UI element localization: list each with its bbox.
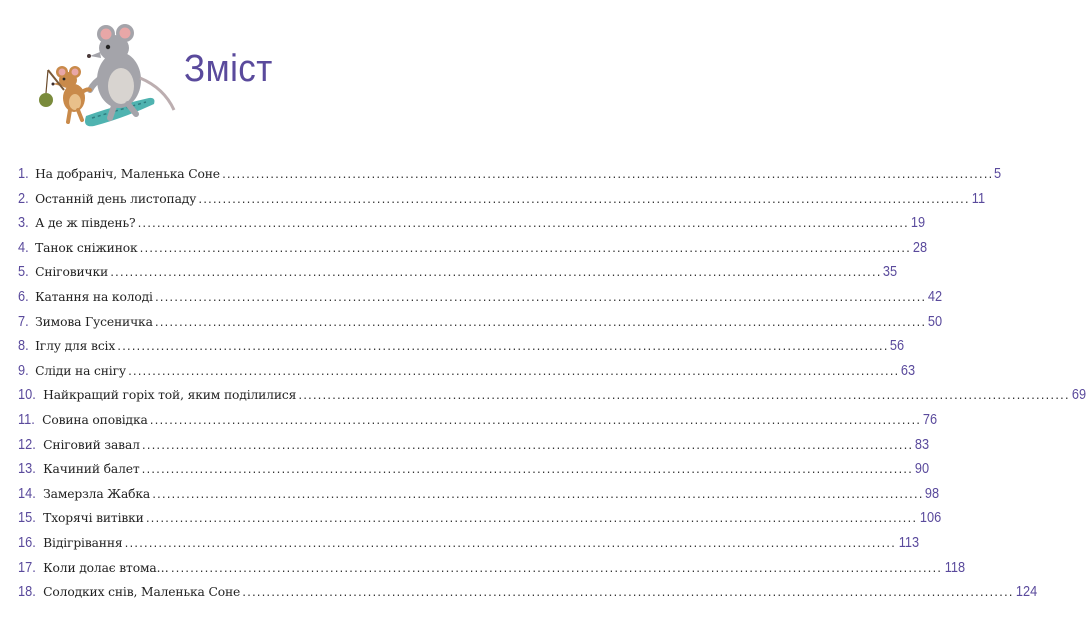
toc-entry[interactable] bbox=[18, 436, 930, 462]
toc-entry[interactable] bbox=[18, 166, 1002, 191]
toc-entry-number: 10. bbox=[18, 387, 36, 404]
toc-dot-leader: ................................................................................................................................................................ bbox=[140, 465, 912, 477]
toc-dot-leader: ................................................................................................................................................................ bbox=[123, 538, 895, 550]
toc-dot-leader: ................................................................................................................................................................ bbox=[140, 440, 913, 452]
toc-entry-page-number: 42 bbox=[928, 288, 943, 305]
toc-entry-page-number: 5 bbox=[994, 166, 1002, 182]
toc-entry-number: 14. bbox=[18, 485, 36, 502]
toc-entry-number: 8. bbox=[18, 338, 29, 355]
toc-entry[interactable] bbox=[18, 215, 925, 240]
toc-entry-number: 1. bbox=[18, 166, 29, 182]
toc-entry[interactable] bbox=[18, 387, 1086, 412]
toc-entry-page-number: 90 bbox=[914, 461, 929, 478]
toc-entry-title: Останній день листопаду bbox=[35, 191, 197, 206]
toc-entry-title: На добраніч, Маленька Соне bbox=[35, 167, 220, 181]
toc-entry-number: 5. bbox=[18, 264, 29, 281]
toc-entry-number: 16. bbox=[18, 534, 36, 551]
page-title: Зміст bbox=[184, 48, 273, 90]
toc-entry[interactable] bbox=[18, 338, 905, 363]
toc-entry-page-number: 76 bbox=[922, 411, 938, 428]
toc-entry-page-number: 113 bbox=[898, 534, 919, 551]
toc-entry-title: Відігрівання bbox=[43, 535, 123, 550]
toc-entry-page-number: 98 bbox=[925, 485, 940, 502]
toc-entry-title: Солодких снів, Маленька Соне bbox=[43, 585, 241, 600]
toc-entry-title: Сніговички bbox=[35, 265, 109, 280]
toc-entry-page-number: 124 bbox=[1016, 584, 1038, 601]
toc-entry[interactable] bbox=[18, 313, 943, 339]
toc-dot-leader: ................................................................................................................................................................ bbox=[153, 292, 926, 304]
toc-entry-number: 2. bbox=[18, 190, 29, 207]
toc-entry-page-number: 11 bbox=[971, 190, 985, 207]
toc-entry-number: 15. bbox=[18, 510, 36, 527]
toc-entry-page-number: 19 bbox=[910, 215, 925, 232]
toc-entry-title: Сніговий завал bbox=[43, 437, 140, 452]
toc-entry-page-number: 83 bbox=[915, 436, 930, 453]
toc-entry-number: 7. bbox=[18, 313, 29, 330]
toc-entry-page-number: 56 bbox=[890, 338, 905, 355]
toc-dot-leader: ................................................................................................................................................................ bbox=[116, 342, 888, 354]
toc-entry-number: 18. bbox=[18, 584, 36, 601]
toc-dot-leader: ................................................................................................................................................................ bbox=[138, 243, 910, 255]
toc-entry-number: 11. bbox=[18, 411, 35, 428]
toc-entry[interactable] bbox=[18, 264, 898, 289]
toc-entry-number: 13. bbox=[18, 461, 36, 478]
toc-dot-leader: ................................................................................................................................................................ bbox=[153, 317, 926, 329]
toc-entry-number: 17. bbox=[18, 559, 36, 576]
toc-dot-leader: ................................................................................................................................................................ bbox=[126, 366, 899, 378]
toc-entry-title: Сліди на снігу bbox=[35, 363, 126, 378]
toc-entry[interactable] bbox=[18, 288, 943, 314]
toc-entry-page-number: 50 bbox=[927, 313, 943, 330]
two-mice-walking-illustration bbox=[24, 18, 184, 138]
toc-entry-title: Качиний балет bbox=[43, 462, 140, 477]
toc-entry-page-number: 63 bbox=[901, 362, 916, 379]
toc-entry[interactable] bbox=[18, 534, 919, 560]
toc-entry[interactable] bbox=[18, 584, 1038, 609]
toc-entry[interactable] bbox=[18, 362, 916, 388]
toc-entry-title: Тхорячі витівки bbox=[43, 511, 144, 526]
toc-entry-title: Іглу для всіх bbox=[35, 339, 116, 354]
toc-entry-page-number: 118 bbox=[944, 559, 966, 576]
toc-dot-leader: ................................................................................................................................................................ bbox=[148, 415, 920, 427]
toc-dot-leader: ................................................................................................................................................................ bbox=[136, 219, 908, 231]
toc-entry-number: 9. bbox=[18, 362, 29, 379]
toc-dot-leader: ................................................................................................................................................................ bbox=[151, 489, 923, 501]
toc-entry-page-number: 106 bbox=[919, 510, 942, 527]
toc-entry-page-number: 28 bbox=[912, 239, 927, 256]
toc-entry-title: Найкращий горіх той, яким поділилися bbox=[43, 388, 297, 403]
toc-entry-title: Зимова Гусеничка bbox=[35, 314, 153, 329]
toc-dot-leader: ................................................................................................................................................................ bbox=[144, 514, 917, 526]
toc-entry-title: Катання на колоді bbox=[35, 289, 153, 304]
toc-dot-leader: ................................................................................................................................................................ bbox=[241, 588, 1013, 600]
toc-dot-leader: ................................................................................................................................................................ bbox=[297, 391, 1069, 403]
toc-entry-number: 12. bbox=[18, 436, 36, 453]
toc-entry-title: Замерзла Жабка bbox=[43, 486, 151, 501]
toc-dot-leader: ................................................................................................................................................................ bbox=[169, 563, 941, 575]
toc-entry-title: А де ж південь? bbox=[35, 216, 136, 231]
toc-entry[interactable] bbox=[18, 239, 927, 265]
toc-dot-leader: ................................................................................................................................................................ bbox=[109, 268, 881, 280]
toc-entry[interactable] bbox=[18, 485, 940, 511]
toc-entry-title: Коли долає втома… bbox=[43, 560, 169, 575]
page-header bbox=[0, 0, 420, 150]
toc-entry[interactable] bbox=[18, 190, 985, 216]
toc-dot-leader: ................................................................................................................................................................ bbox=[220, 170, 993, 181]
toc-entry[interactable] bbox=[18, 411, 938, 437]
toc-entry-page-number: 35 bbox=[883, 264, 898, 281]
toc-entry[interactable] bbox=[18, 461, 929, 486]
toc-entry-title: Совина оповідка bbox=[42, 412, 148, 427]
toc-entry[interactable] bbox=[18, 510, 942, 535]
toc-entry-number: 4. bbox=[18, 239, 29, 256]
toc-entry-page-number: 69 bbox=[1071, 387, 1086, 404]
toc-entry-number: 6. bbox=[18, 288, 29, 305]
table-of-contents bbox=[18, 166, 1086, 609]
toc-entry-number: 3. bbox=[18, 215, 29, 232]
toc-entry[interactable] bbox=[18, 559, 966, 585]
toc-entry-title: Танок сніжинок bbox=[35, 240, 138, 255]
toc-dot-leader: ................................................................................................................................................................ bbox=[197, 194, 969, 206]
